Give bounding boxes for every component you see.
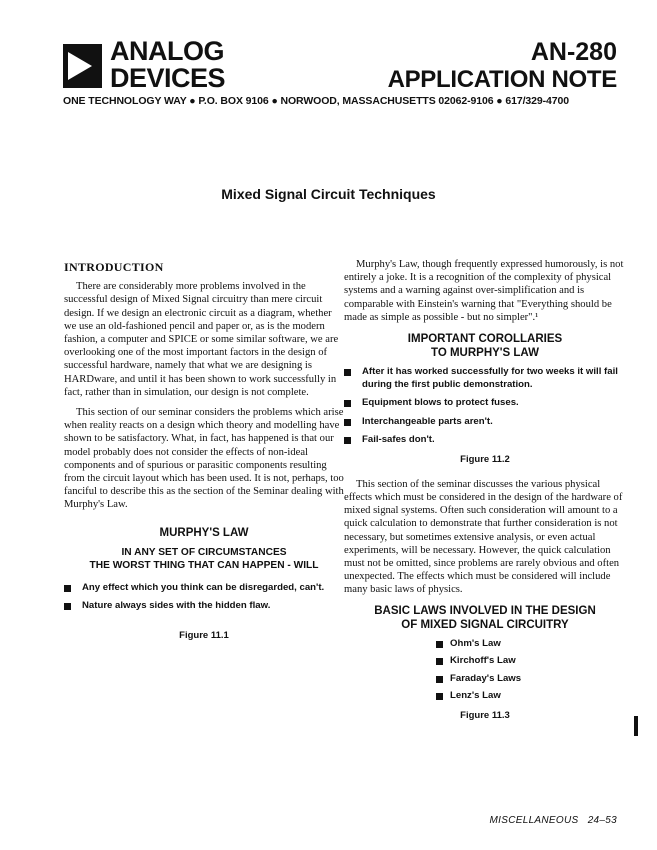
murphys-law-title: MURPHY'S LAW bbox=[159, 526, 249, 539]
figure-caption: Figure 11.1 bbox=[179, 629, 229, 641]
laws-list bbox=[344, 638, 626, 703]
list-item-text: Interchangeable parts aren't. bbox=[362, 415, 493, 427]
physics-paragraph: This section of the seminar discusses the various physical effects which must be considered in the design of the hardware of mixed signal systems. Often such consideration will amount to a quick calculation to demonstrate that further consideration is not necessary, but sometimes extensive analysis, or even actual experiments, will be necessary. However, the quick calculation must not be omitted, since problems are rarely obvious and often unexpected. The effects which must be considered will include many basic laws of physics. bbox=[344, 478, 623, 596]
murphy-paragraph: Murphy's Law, though frequently expressed humorously, is not entirely a joke. It is a recognition of the complexity of physical systems and a warning against over-simplification and is comparable with Einstein's warning that "Everything should be made as simple as possible - but no simpler".¹ bbox=[344, 259, 624, 323]
list-item bbox=[344, 366, 626, 391]
company-address: ONE TECHNOLOGY WAY ● P.O. BOX 9106 ● NORWOOD, MASSACHUSETTS 02062-9106 ● 617/329-4700 bbox=[63, 95, 569, 107]
list-item-text: Faraday's Laws bbox=[450, 672, 522, 684]
bullet-square-icon bbox=[344, 419, 351, 426]
list-item-text: Fail-safes don't. bbox=[362, 434, 435, 446]
corollaries-title-line1: IMPORTANT COROLLARIES bbox=[407, 333, 563, 346]
murphys-law-sub1: IN ANY SET OF CIRCUMSTANCES bbox=[121, 546, 287, 558]
application-note-label: APPLICATION NOTE bbox=[387, 66, 617, 93]
document-title: Mixed Signal Circuit Techniques bbox=[221, 186, 436, 202]
page-footer: MISCELLANEOUS 24–53 bbox=[489, 815, 617, 826]
figure-11-3 bbox=[344, 604, 626, 722]
list-item bbox=[436, 638, 626, 651]
logo-line1: ANALOG bbox=[110, 36, 224, 66]
list-item bbox=[436, 690, 626, 703]
list-item bbox=[344, 397, 626, 410]
figure-caption: Figure 11.2 bbox=[460, 453, 510, 465]
list-item bbox=[436, 655, 626, 668]
list-item-text: Any effect which you think can be disregarded, can't. bbox=[82, 581, 325, 593]
right-column bbox=[344, 258, 626, 734]
bullet-square-icon bbox=[436, 658, 443, 665]
list-item-text: After it has worked successfully for two weeks it will fail during the first public demonstration. bbox=[362, 366, 618, 390]
list-item bbox=[344, 434, 626, 447]
list-item-text: Lenz's Law bbox=[450, 690, 501, 702]
corollaries-list bbox=[344, 366, 626, 447]
murphys-law-sub2: THE WORST THING THAT CAN HAPPEN - WILL bbox=[89, 559, 319, 571]
bullet-square-icon bbox=[344, 400, 351, 407]
introduction-heading: INTRODUCTION bbox=[64, 260, 164, 274]
left-column bbox=[64, 258, 344, 654]
list-item-text: Ohm's Law bbox=[450, 637, 501, 649]
change-bar bbox=[634, 716, 638, 736]
list-item bbox=[64, 600, 344, 613]
list-item-text: Kirchoff's Law bbox=[450, 655, 516, 667]
intro-paragraph-2: This section of our seminar considers the problems which arise when reality reacts on a design which theory and modelling have shown to be satisfactory. What, in fact, has happened is that our model probably does not consider the effects of non-ideal components and of spurious or parasitic components resulting from the circuit layout which has been used. It is not, perhaps, too fanciful to describe this as the section of the Seminar dealing with Murphy's Law. bbox=[64, 407, 344, 511]
figure-caption: Figure 11.3 bbox=[460, 709, 510, 721]
list-item-text: Equipment blows to protect fuses. bbox=[362, 397, 519, 409]
bullet-square-icon bbox=[436, 641, 443, 648]
intro-paragraph-1: There are considerably more problems involved in the successful design of Mixed Signal circuitry than mere circuit design. If we design an electronic circuit as a diagram, whether we use an old-fashioned pencil and paper or, as is the modern fashion, a computer and SPICE or some similar software, we are overlooking one of the most important factors in the design of successful hardware, namely that what we are designing is HARDware, and until it has been shown to work successfully in fact, rather than in simulation, our design is not complete. bbox=[64, 281, 339, 398]
list-item bbox=[64, 582, 344, 595]
bullet-square-icon bbox=[64, 603, 71, 610]
corollaries-title-line2: TO MURPHY'S LAW bbox=[431, 347, 539, 360]
figure-11-2 bbox=[344, 332, 626, 466]
list-item-text: Nature always sides with the hidden flaw. bbox=[82, 600, 271, 612]
laws-title-line2: OF MIXED SIGNAL CIRCUITRY bbox=[401, 618, 569, 631]
company-logo-text bbox=[110, 38, 225, 92]
list-item bbox=[436, 673, 626, 686]
bullet-square-icon bbox=[436, 676, 443, 683]
murphys-law-list bbox=[64, 582, 344, 613]
list-item bbox=[344, 416, 626, 429]
application-note-number: AN-280 bbox=[530, 38, 617, 66]
laws-title-line1: BASIC LAWS INVOLVED IN THE DESIGN bbox=[374, 604, 596, 617]
figure-11-1 bbox=[64, 526, 344, 642]
bullet-square-icon bbox=[64, 585, 71, 592]
bullet-square-icon bbox=[344, 369, 351, 376]
logo-line2: DEVICES bbox=[110, 63, 226, 93]
bullet-square-icon bbox=[344, 437, 351, 444]
logo-triangle-icon bbox=[68, 52, 92, 80]
bullet-square-icon bbox=[436, 693, 443, 700]
